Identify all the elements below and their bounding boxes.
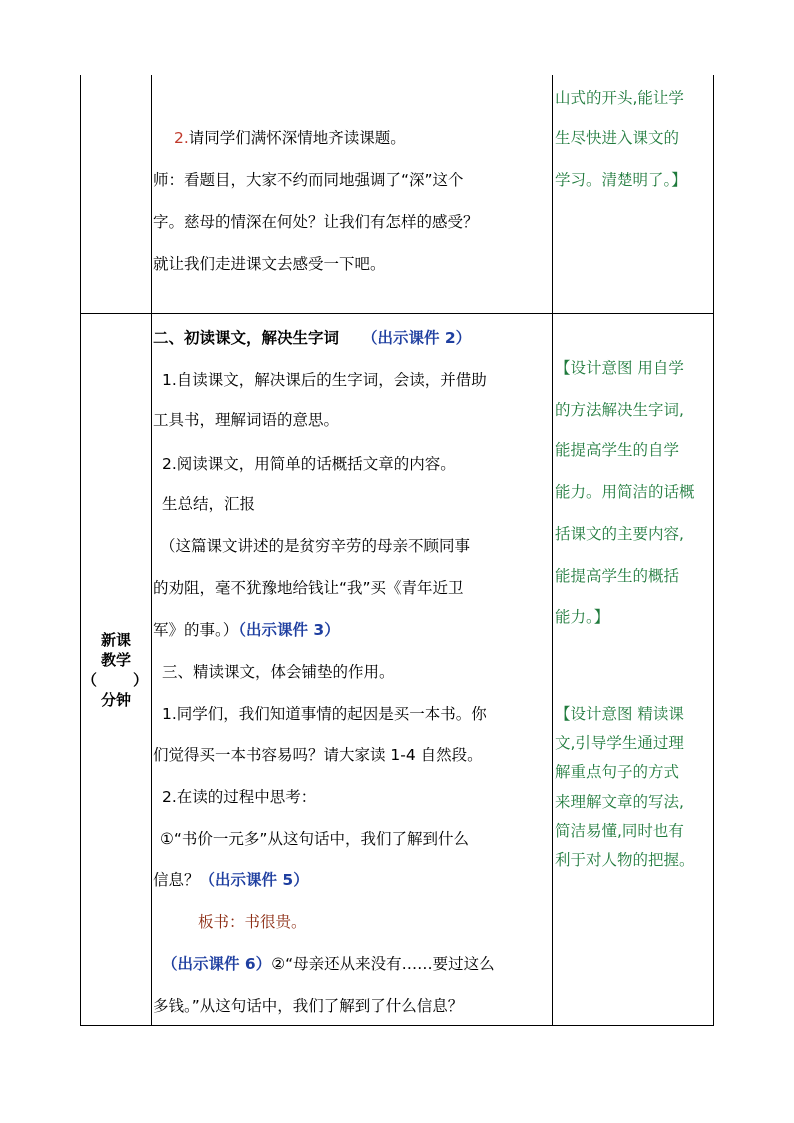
- content-line-4: 生总结，汇报: [162, 495, 256, 513]
- note-3: 能提高学生的自学: [555, 441, 680, 459]
- table-border-bottom: [80, 1025, 714, 1026]
- note-7: 能力。】: [555, 608, 610, 626]
- content-line-14: 多钱。”从这句话中，我们了解到了什么信息？: [153, 997, 464, 1015]
- content-line-2: 工具书，理解词语的意思。: [153, 411, 340, 429]
- table-border-right: [713, 75, 714, 1026]
- note-13: 利于对人物的把握。: [555, 851, 695, 869]
- stage-name-line2: 教学: [100, 651, 131, 669]
- note-8: 【设计意图 精读课: [555, 705, 684, 723]
- top-note-line-1: 山式的开头,能让学: [555, 89, 684, 107]
- content-line-13: [162, 954, 495, 974]
- table-col-divider-1: [151, 75, 152, 1026]
- stage-label: [80, 630, 152, 710]
- teacher-line-1: 师：看题目，大家不约而同地强调了“深”这个: [153, 171, 464, 189]
- content-line-10: 2.在读的过程中思考：: [162, 788, 317, 806]
- content-line-6: 的劝阻，毫不犹豫地给钱让“我”买《青年近卫: [153, 579, 464, 597]
- top-item-2-text: 请同学们满怀深情地齐读课题。: [188, 129, 406, 147]
- courseware-3: （出示课件 3）: [238, 621, 340, 639]
- courseware-2: （出示课件 2）: [361, 329, 472, 347]
- content-line-12: [153, 870, 309, 890]
- section-3-title: 三、精读课文，体会铺垫的作用。: [162, 663, 395, 681]
- note-6: 能提高学生的概括: [555, 567, 680, 585]
- content-line-5: （这篇课文讲述的是贫穷辛劳的母亲不顾同事: [160, 537, 471, 555]
- courseware-5: （出示课件 5）: [199, 871, 309, 889]
- duration-paren-close: ）: [132, 671, 148, 689]
- table-border-left: [80, 75, 81, 1026]
- section-2-title: 二、初读课文，解决生字词: [153, 329, 340, 347]
- content-line-13-text: ②“母亲还从来没有……要过这么: [271, 955, 495, 973]
- note-12: 简洁易懂,同时也有: [555, 822, 684, 840]
- stage-duration: [80, 670, 152, 690]
- note-4: 能力。用简洁的话概: [555, 483, 695, 501]
- top-note-line-3: 学习。清楚明了。】: [555, 171, 687, 189]
- top-item-2-number: 2.: [174, 129, 189, 147]
- content-line-7-text: 军》的事。）: [153, 621, 239, 639]
- note-2: 的方法解决生字词,: [555, 401, 684, 419]
- note-5: 括课文的主要内容,: [555, 525, 684, 543]
- top-note-line-2: 生尽快进入课文的: [555, 129, 680, 147]
- note-1: 【设计意图 用自学: [555, 359, 684, 377]
- content-line-11: ①“书价一元多”从这句话中，我们了解到什么: [160, 830, 469, 848]
- teacher-line-2: 字。慈母的情深在何处？让我们有怎样的感受？: [153, 213, 479, 231]
- section-2-heading: [153, 328, 471, 348]
- board-note: 板书：书很贵。: [198, 913, 307, 931]
- note-10: 解重点句子的方式: [555, 763, 680, 781]
- table-col-divider-2: [552, 75, 553, 1026]
- content-line-3: 2.阅读课文，用简单的话概括文章的内容。: [162, 455, 456, 473]
- teacher-line-3: 就让我们走进课文去感受一下吧。: [153, 255, 386, 273]
- courseware-6: （出示课件 6）: [162, 955, 272, 973]
- note-9: 文,引导学生通过理: [555, 734, 684, 752]
- stage-name-line1: 新课: [100, 631, 131, 649]
- top-item-2: [174, 128, 406, 148]
- stage-unit: 分钟: [100, 691, 131, 709]
- content-line-9: 们觉得买一本书容易吗？请大家读 1-4 自然段。: [153, 746, 483, 764]
- content-line-12-text: 信息？: [153, 871, 200, 889]
- content-line-8: 1.同学们，我们知道事情的起因是买一本书。你: [162, 705, 487, 723]
- duration-paren-open: （: [82, 671, 98, 689]
- content-line-1: 1.自读课文，解决课后的生字词，会读，并借助: [162, 371, 487, 389]
- note-11: 来理解文章的写法,: [555, 793, 684, 811]
- table-row-divider: [80, 313, 714, 314]
- content-line-7: [153, 620, 340, 640]
